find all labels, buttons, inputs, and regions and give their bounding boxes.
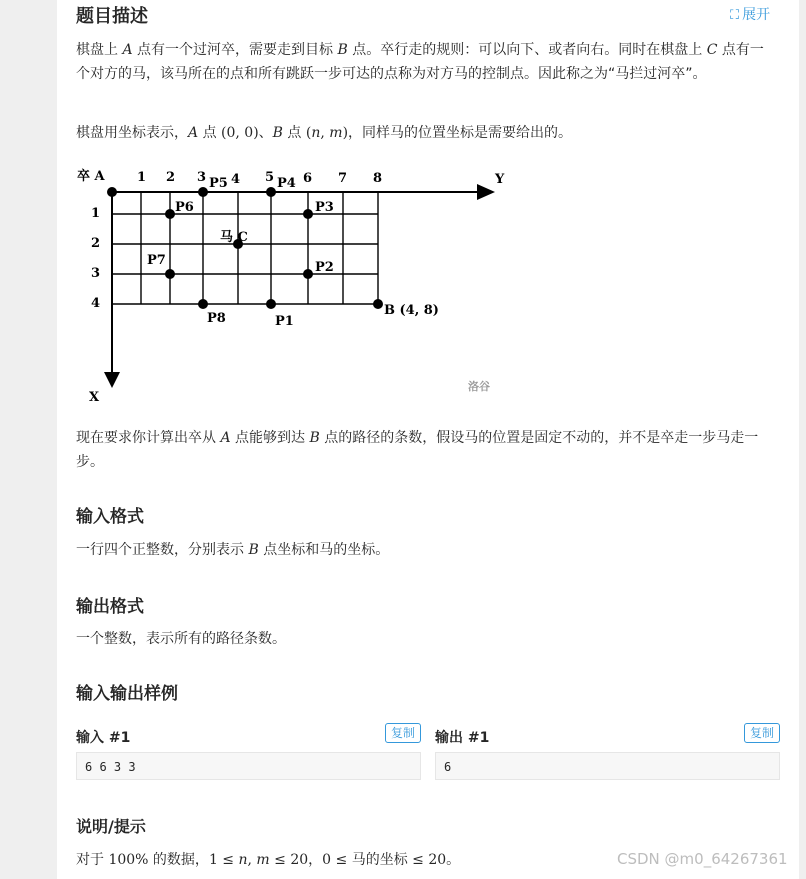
col-label: 3 — [197, 170, 207, 185]
point-p8 — [198, 299, 208, 309]
page-watermark: CSDN @m0_64267361 — [617, 850, 788, 868]
board-grid — [112, 192, 480, 375]
point-label-p5: P5 — [209, 176, 228, 191]
target-label: B (4, 8) — [384, 303, 439, 318]
col-label: 6 — [303, 171, 313, 186]
copy-output-button[interactable]: 复制 — [744, 723, 780, 743]
input-format-text: 一行四个正整数，分别表示 B 点坐标和马的坐标。 — [76, 542, 390, 558]
chessboard-figure — [75, 160, 535, 405]
samples-title: 输入输出样例 — [76, 684, 178, 704]
point-a — [107, 187, 117, 197]
axis-y-label: Y — [495, 172, 505, 187]
section-title: 题目描述 — [76, 6, 148, 27]
row-label: 3 — [91, 266, 101, 281]
copy-input-button[interactable]: 复制 — [385, 723, 421, 743]
point-p1 — [266, 299, 276, 309]
col-label: 5 — [265, 170, 275, 185]
col-label: 8 — [373, 171, 383, 186]
point-p7 — [165, 269, 175, 279]
corner-label: 卒 A — [77, 169, 105, 184]
horse-label: 马 C — [220, 230, 248, 245]
sample-output-label: 输出 #1 — [435, 730, 490, 746]
row-label: 2 — [91, 236, 101, 251]
point-b — [373, 299, 383, 309]
hint-title: 说明/提示 — [76, 817, 146, 836]
point-label-p2: P2 — [315, 260, 334, 275]
point-p2 — [303, 269, 313, 279]
x-axis-arrow-icon — [104, 372, 120, 388]
point-label-p4: P4 — [277, 176, 296, 191]
col-label: 2 — [166, 170, 176, 185]
point-label-p8: P8 — [207, 311, 226, 326]
point-p6 — [165, 209, 175, 219]
point-p3 — [303, 209, 313, 219]
figure-watermark: 洛谷 — [468, 380, 490, 393]
point-p5 — [198, 187, 208, 197]
point-label-p1: P1 — [275, 314, 294, 329]
problem-card — [57, 0, 799, 879]
description-paragraph-1: 棋盘上 A 点有一个过河卒，需要走到目标 B 点。卒行走的规则：可以向下、或者向右。同时在棋盘上 C 点有一个对方的马，该马所在的点和所有跳跃一步可达的点称为对方马的控制点。因此称之为“马拦过河卒”。 — [76, 42, 764, 82]
axis-x-label: X — [89, 390, 100, 405]
expand-icon: ⛶ — [730, 8, 740, 23]
expand-label: 展开 — [742, 7, 771, 23]
output-format-text: 一个整数，表示所有的路径条数。 — [76, 631, 286, 647]
sample-output-box[interactable]: 6 — [435, 752, 780, 780]
description-paragraph-3: 现在要求你计算出卒从 A 点能够到达 B 点的路径的条数，假设马的位置是固定不动的，并不是卒走一步马走一步。 — [76, 430, 759, 470]
description-paragraph-2: 棋盘用坐标表示，A 点 (0, 0)、B 点 (n, m)，同样马的位置坐标是需要给出的。 — [76, 125, 573, 141]
point-label-p6: P6 — [175, 200, 194, 215]
sample-input-label: 输入 #1 — [76, 730, 131, 746]
col-label: 4 — [231, 172, 241, 187]
point-label-p3: P3 — [315, 200, 334, 215]
row-label: 1 — [91, 206, 101, 221]
col-label: 1 — [137, 170, 147, 185]
sample-input-box[interactable]: 6 6 3 3 — [76, 752, 421, 780]
col-label: 7 — [338, 171, 348, 186]
expand-button[interactable] — [730, 4, 770, 24]
point-label-p7: P7 — [147, 253, 166, 268]
y-axis-arrow-icon — [477, 184, 495, 200]
row-label: 4 — [91, 296, 101, 311]
input-format-title: 输入格式 — [76, 507, 144, 527]
output-format-title: 输出格式 — [76, 597, 144, 617]
hint-text: 对于 100% 的数据，1 ≤ n, m ≤ 20，0 ≤ 马的坐标 ≤ 20。 — [76, 852, 461, 868]
point-p4 — [266, 187, 276, 197]
